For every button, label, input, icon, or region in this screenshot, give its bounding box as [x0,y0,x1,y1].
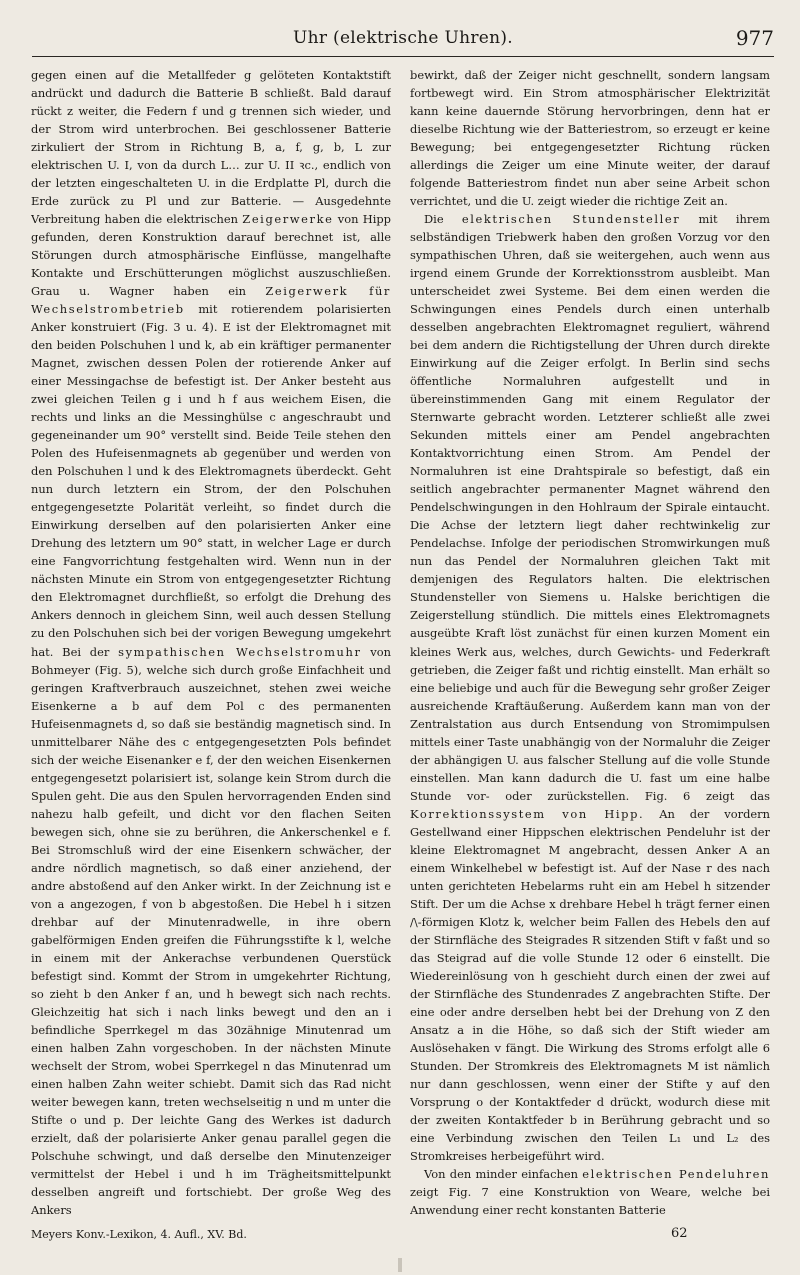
text-run: gegen einen auf die Metallfeder g gelöteten Kontaktstift andrückt und dadurch die Batterie B schließt. Bald darauf rückt z weiter, die Federn f und g trennen sich wieder, und der Strom wird unterbrochen. Bei geschlossener Batterie zirkuliert der Strom in Richtung B, a, f, g, b, L zur elektrischen U. I, von da durch L… zur U. II ꝛc., endlich von der letzten eingeschalteten U. in die Erdplatte Pl, durch die Erde zurück zu Pl und zur Batterie. — Ausgedehnte Verbreitung haben die elektrischen [31,68,391,227]
left-paragraph-1 [31,66,391,1219]
text-run: Die [424,212,462,227]
right-paragraph-2 [410,210,770,1165]
spaced-term: elektrischen Stundensteller [461,212,681,227]
signature-mark: 62 [671,1226,688,1241]
text-run: zeigt Fig. 7 eine Konstruktion von Weare, welche bei Anwendung einer recht konstanten Batterie [410,1184,770,1217]
spaced-term: sympathischen Wechselstromuhr [118,644,362,659]
left-column [31,66,391,1221]
page-number: 977 [735,26,774,50]
text-run: Von den minder einfachen [424,1166,583,1181]
spaced-term: elektrischen Pendeluhren [582,1166,770,1181]
text-run: An der vordern Gestellwand einer Hippschen elektrischen Pendeluhr ist der kleine Elektromagnet M angebracht, dessen Anker A an einem Winkelhebel w befestigt ist. Auf der Nase r des nach unten gerichteten Hebelarms ruht ein am Hebel h sitzender Stift. Der um die Achse x drehbare Hebel h trägt ferner einen /\-förmigen Klotz k, welcher beim Fallen des Hebels den auf der Stirnfläche des Steigrades R sitzenden Stift v faßt und so das Steigrad auf die volle Stunde 12 oder 6 einstellt. Die Wiedereinlösung von h geschieht durch einen der zwei auf der Stirnfläche des Stundenrades Z angebrachten Stifte. Der eine oder andre derselben hebt bei der Drehung von Z den Ansatz a in die Höhe, so daß sich der Stift wieder am Auslösehaken v fängt. Die Wirkung des Stroms erfolgt alle 6 Stunden. Der Stromkreis des Elektromagnets M ist nämlich nur dann geschlossen, wenn einer der Stifte y auf den Vorsprung o der Kontaktfeder d drückt, wodurch diese mit der zweiten Kontaktfeder b in Berührung gebracht und so eine Verbindung zwischen den Teilen L₁ und L₂ des Stromkreises herbeigeführt wird. [410,806,770,1163]
text-run: mit rotierendem polarisierten Anker konstruiert (Fig. 3 u. 4). E ist der Elektromagnet mit den beiden Polschuhen l und k, ab ein kräftiger permanenter Magnet, zwischen dessen Polen der rotierende Anker auf einer Messingachse de befestigt ist. Der Anker besteht aus zwei gleichen Teilen g i und h f aus weichem Eisen, die rechts und links an die Messinghülse c angeschraubt und gegeneinander um 90° verstellt sind. Beide Teile stehen den Polen des Hufeisenmagnets ab gegenüber und werden von den Polschuhen l und k des Elektromagnets überdeckt. Geht nun durch letztern ein Strom, der den Polschuhen entgegengesetzte Polarität verleiht, so findet durch die Einwirkung derselben auf den polarisierten Anker eine Drehung des letztern um 90° statt, in welcher Lage er durch eine Fangvorrichtung festgehalten wird. Wenn nun in der nächsten Minute ein Strom von entgegengesetzter Richtung den Elektromagnet durchfließt, so erfolgt die Drehung des Ankers dennoch in gleichem Sinn, weil auch dessen Stellung zu den Polschuhen sich bei der vorigen Bewegung umgekehrt hat. Bei der [31,302,391,659]
binding-mark [398,1258,402,1272]
right-column [410,66,770,1221]
imprint-line: Meyers Konv.-Lexikon, 4. Aufl., XV. Bd. [31,1228,247,1241]
text-run: mit ihrem selbständigen Triebwerk haben den großen Vorzug vor den sympathischen Uhren, daß sie weitergehen, auch wenn aus irgend einem Grunde der Korrektionsstrom ausbleibt. Man unterscheidet zwei Systeme. Bei dem einen werden die Schwingungen eines Pendels durch einen unterhalb desselben angebrachten Elektromagnet reguliert, während bei dem andern die Richtigstellung der Uhren durch direkte Einwirkung auf die Zeiger erfolgt. In Berlin sind sechs öffentliche Normaluhren aufgestellt und in übereinstimmenden Gang mit einem Regulator der Sternwarte gebracht worden. Letzterer schließt alle zwei Sekunden mittels einer am Pendel angebrachten Kontaktvorrichtung einen Strom. Am Pendel der Normaluhren ist eine Drahtspirale so befestigt, daß ein seitlich angebrachter permanenter Magnet während den Pendelschwingungen in den Hohlraum der Spirale eintaucht. Die Achse der letztern liegt daher rechtwinkelig zur Pendelachse. Infolge der periodischen Stromwirkungen muß nun das Pendel der Normaluhren gleichen Takt mit demjenigen des Regulators halten. Die elektrischen Stundensteller von Siemens u. Halske berichtigen die Zeigerstellung stündlich. Die mittels eines Elektromagnets ausgeübte Kraft löst zunächst für einen kurzen Moment ein kleines Werk aus, welches, durch Gewichts- und Federkraft getrieben, die Zeiger faßt und richtig einstellt. Man erhält so eine beliebige und auch für die Bewegung sehr großer Zeiger ausreichende Kraftäußerung. Außerdem kann man von der Zentralstation aus durch Entsendung von Stromimpulsen mittels einer Taste unabhängig von der Normaluhr die Zeiger der abhängigen U. aus falscher Stellung auf die volle Stunde einstellen. Man kann dadurch die U. fast um eine halbe Stunde vor- oder zurückstellen. Fig. 6 zeigt das [410,212,770,803]
spaced-term: Korrektionssystem von Hipp. [410,806,645,821]
right-paragraph-3 [410,1165,770,1219]
running-title: Uhr (elektrische Uhren). [293,28,513,48]
right-paragraph-1: bewirkt, daß der Zeiger nicht geschnellt, sondern langsam fortbewegt wird. Ein Strom atmosphärischer Elektrizität kann keine dauernde Störung hervorbringen, denn hat er dieselbe Richtung wie der Batteriestrom, so erzeugt er keine Bewegung; bei entgegengesetzter Richtung rücken allerdings die Zeiger um eine Minute weiter, der darauf folgende Batteriestrom findet nun aber seine Arbeit schon verrichtet, und die U. zeigt wieder die richtige Zeit an. [410,68,770,209]
spaced-term: Zeigerwerke [242,212,334,227]
text-run: von Hipp gefunden, deren Konstruktion darauf berechnet ist, alle Störungen durch atmosphärische Einflüsse, mangelhafte Kontakte und Erschütterungen möglichst auszuschließen. Grau u. Wagner haben ein [31,212,391,299]
header-rule [32,56,774,57]
page-footer [31,1228,773,1252]
spaced-term: Zeigerwerk für Wechselstrombetrieb [31,284,391,317]
text-run: von Bohmeyer (Fig. 5), welche sich durch große Einfachheit und geringen Kraftverbrauch auszeichnet, stehen zwei weiche Eisenkerne a b auf dem Pol c des permanenten Hufeisenmagnets d, so daß sie beständig magnetisch sind. In unmittelbarer Nähe des c entgegengesetzten Pols befindet sich der weiche Eisenanker e f, der den weichen Eisenkernen entgegengesetzt polarisiert ist, solange kein Strom durch die Spulen geht. Die aus den Spulen hervorragenden Enden sind nahezu halb gefeilt, und dicht vor den flachen Seiten bewegen sich, ohne sie zu berühren, die Ankerschenkel e f. Bei Stromschluß wird der eine Eisenkern schwächer, der andre nördlich magnetisch, so daß einer anziehend, der andre abstoßend auf den Anker wirkt. In der Zeichnung ist e von a angezogen, f von b abgestoßen. Die Hebel h i sitzen drehbar auf der Minutenradwelle, in ihre obern gabelförmigen Enden greifen die Führungsstifte k l, welche in einem mit der Ankerachse verbundenen Querstück befestigt sind. Kommt der Strom in umgekehrter Richtung, so zieht b den Anker f an, und h bewegt sich nach rechts. Gleichzeitig hat sich i nach links bewegt und den an i befindliche Sperrkegel m das 30zähnige Minutenrad um einen halben Zahn vorgeschoben. In der nächsten Minute wechselt der Strom, wobei Sperrkegel n das Minutenrad um einen halben Zahn weiter schiebt. Damit sich das Rad nicht weiter bewegen kann, treten wechselseitig n und m unter die Stifte o und p. Der leichte Gang des Werkes ist dadurch erzielt, daß der polarisierte Anker genau parallel gegen die Polschuhe schwingt, und daß derselbe den Minutenzeiger vermittelst der Hebel i und h im Trägheitsmittelpunkt desselben angreift und fortschiebt. Der große Weg des Ankers [31,644,391,1217]
page-header [32,24,774,60]
